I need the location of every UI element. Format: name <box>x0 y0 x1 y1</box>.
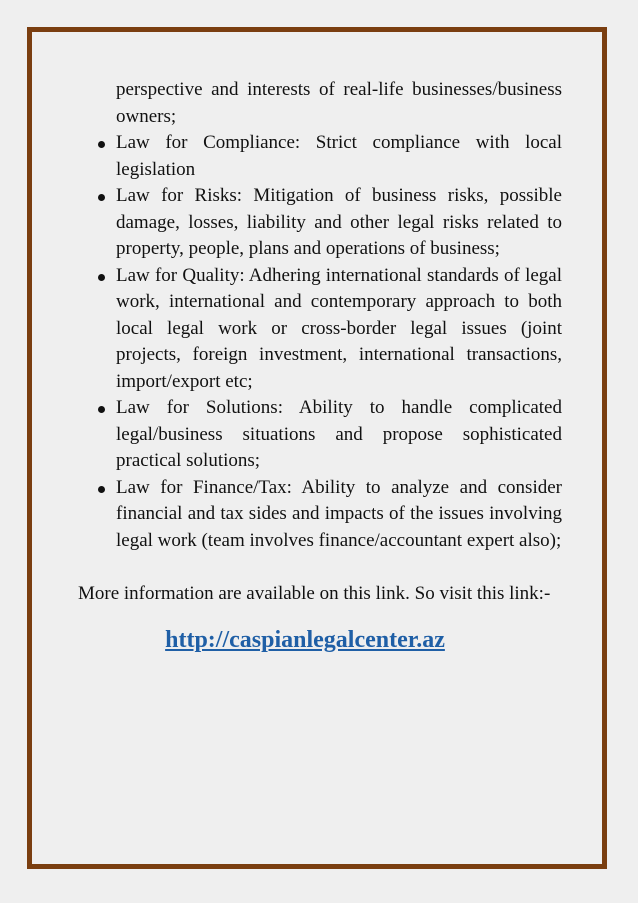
bullet-item-finance-tax <box>78 475 562 555</box>
more-info-paragraph: More information are available on this link. So visit this link:- <box>78 583 551 604</box>
bullet-text: Law for Compliance: Strict compliance with local legislation <box>116 132 562 180</box>
bullet-dot-icon <box>98 194 105 201</box>
bullet-text: Law for Risks: Mitigation of business risks, possible damage, losses, liability and other legal risks related to property, people, plans and operations of business; <box>116 185 562 259</box>
bullet-dot-icon <box>98 486 105 493</box>
bullet-item-risks <box>78 183 562 263</box>
bullet-item-quality <box>78 263 562 396</box>
bullet-dot-icon <box>98 274 105 281</box>
bullet-item-compliance <box>78 130 562 183</box>
bullet-item-solutions <box>78 395 562 475</box>
link-row <box>78 627 562 656</box>
bullet-list <box>78 130 562 554</box>
bullet-dot-icon <box>98 406 105 413</box>
website-link[interactable]: http://caspianlegalcenter.az <box>165 626 445 653</box>
bullet-text: Law for Finance/Tax: Ability to analyze and consider financial and tax sides and impacts of the issues involving legal work (team involves finance/accountant expert also); <box>116 476 562 551</box>
bullet-dot-icon <box>98 141 105 148</box>
bullet-text: Law for Solutions: Ability to handle complicated legal/business situations and propose sophisticated practical solutions; <box>116 397 562 471</box>
bullet-text: Law for Quality: Adhering international standards of legal work, international and contemporary approach to both local legal work or cross-border legal issues (joint projects, foreign investment, international transactions, import/export etc; <box>116 264 562 392</box>
document-body <box>78 77 562 655</box>
continuation-paragraph: perspective and interests of real-life businesses/business owners; <box>116 79 562 127</box>
